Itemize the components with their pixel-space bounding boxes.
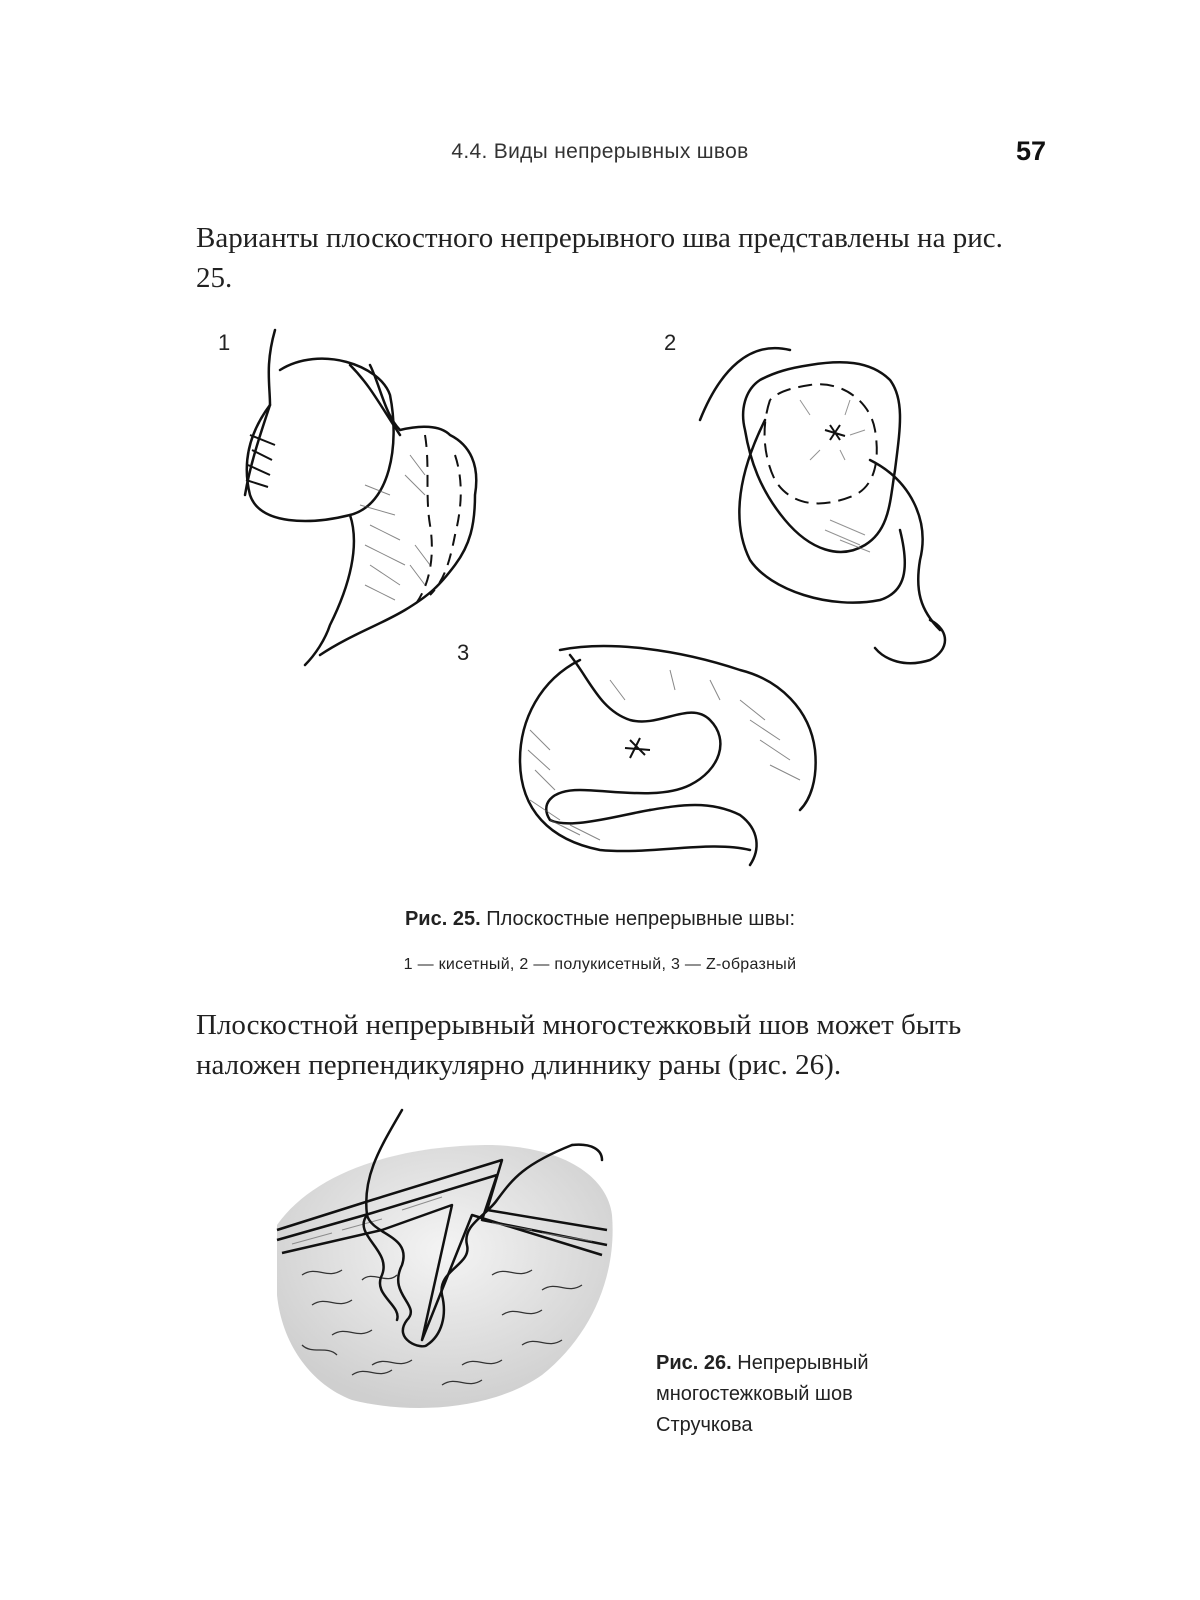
figure26-caption-bold: Рис. 26.: [656, 1352, 732, 1374]
figure25-drawing-purse-string: [230, 325, 530, 675]
figure25-label-2: 2: [664, 330, 677, 355]
figure25-label-3: 3: [457, 640, 470, 665]
figure25-caption-bold: Рис. 25.: [404, 908, 481, 930]
figure26-drawing-struchkov-suture: [272, 1105, 617, 1415]
figure25-drawing-semi-purse-string: [690, 330, 970, 670]
running-header: 4.4. Виды непрерывных швов: [451, 140, 749, 163]
paragraph-intro: Варианты плоскостного непрерывного шва представлены на рис. 25.: [196, 222, 1003, 294]
figure26-caption-text1: Непрерывный: [731, 1352, 869, 1374]
figure25-caption: [0, 908, 1200, 931]
figure25-caption-text: Плоскостные непрерывные швы:: [480, 908, 796, 930]
figure25-label-1: 1: [218, 330, 231, 355]
page-number: 57: [1016, 136, 1047, 166]
figure26-caption: [656, 1348, 976, 1441]
figure25-drawing-z-shaped: [510, 640, 830, 870]
figure26-caption-line1: [656, 1348, 976, 1379]
figure25-caption-sub: 1 — кисетный, 2 — полукисетный, 3 — Z-образный: [403, 956, 797, 973]
figure26-caption-line2: многостежковый шов: [656, 1383, 853, 1405]
paragraph-multistitch: Плоскостной непрерывный многостежковый шов может быть наложен перпендикулярно длиннику раны (рис. 26).: [196, 1009, 962, 1081]
figure26-caption-line3: Стручкова: [656, 1414, 753, 1436]
